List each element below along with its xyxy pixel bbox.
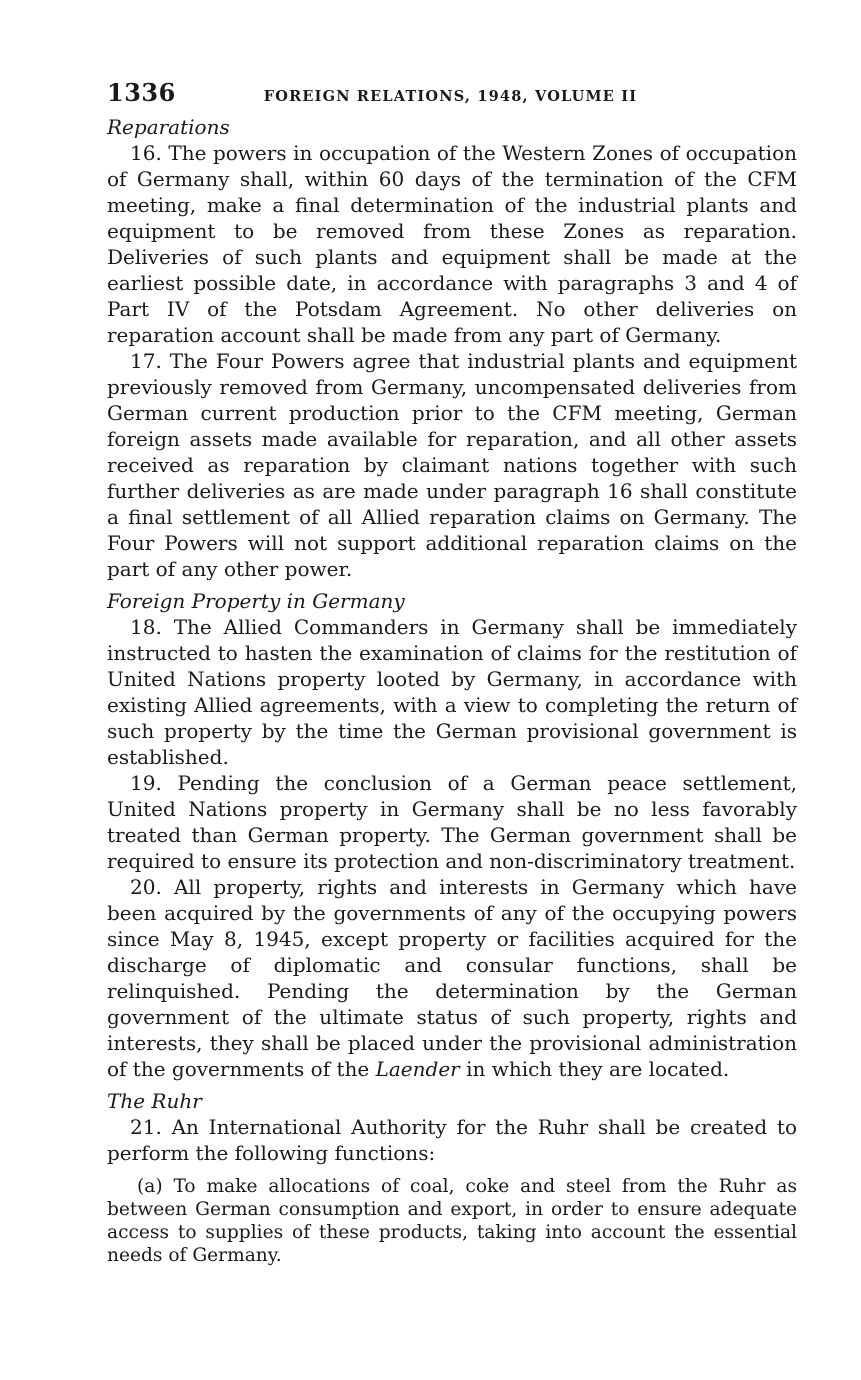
paragraph-19: 19. Pending the conclusion of a German peace settlement, United Nations property in Germany shall be no less favorably treated than German property. The German government shall be required to ensure its protection and non-discriminatory treatment.: [107, 771, 797, 873]
paragraph-17: 17. The Four Powers agree that industrial plants and equipment previously removed from Germany, uncompensated deliveries from German current production prior to the CFM meeting, German foreign assets made available for reparation, and all other assets received as reparation by claimant nations together with such further deliveries as are made under paragraph 16 shall constitute a final settlement of all Allied reparation claims on Germany. The Four Powers will not support additional reparation claims on the part of any other power.: [107, 349, 797, 581]
subitem-a: (a) To make allocations of coal, coke and steel from the Ruhr as between German consumption and export, in order to ensure adequate access to supplies of these products, taking into account the essential needs of Germany.: [107, 1176, 797, 1266]
paragraph-21: 21. An International Authority for the Ruhr shall be created to perform the following functions:: [107, 1115, 797, 1165]
page-number: 1336: [107, 78, 176, 107]
paragraph-20: [107, 874, 797, 1082]
section-heading: Foreign Property in Germany: [107, 589, 405, 613]
page-header: [107, 78, 797, 114]
laender-term: Laender: [375, 1057, 460, 1081]
paragraph-16: 16. The powers in occupation of the Western Zones of occupation of Germany shall, within 60 days of the termination of the CFM meeting, make a final determination of the industrial plants and equipment to be removed from these Zones as reparation. Deliveries of such plants and equipment shall be made at the earliest possible date, in accordance with paragraphs 3 and 4 of Part IV of the Potsdam Agreement. No other deliveries on reparation account shall be made from any part of Germany.: [107, 141, 797, 347]
section-heading: The Ruhr: [107, 1089, 202, 1113]
document-page: [107, 78, 797, 1267]
section-foreign-property: [107, 588, 797, 1082]
paragraph-20-tail: in which they are located.: [459, 1057, 730, 1081]
paragraph-18: 18. The Allied Commanders in Germany shall be immediately instructed to hasten the examination of claims for the restitution of United Nations property looted by Germany, in accordance with existing Allied agreements, with a view to completing the return of such property by the time the German provisional government is established.: [107, 615, 797, 769]
section-heading: Reparations: [107, 115, 230, 139]
section-reparations: [107, 114, 797, 582]
running-head: FOREIGN RELATIONS, 1948, VOLUME II: [263, 88, 638, 105]
section-ruhr: [107, 1088, 797, 1267]
paragraph-20-text: 20. All property, rights and interests in Germany which have been acquired by the governments of any of the occupying powers since May 8, 1945, except property or facilities acquired for the discharge of diplomatic and consular functions, shall be relinquished. Pending the determination by the German government of the ultimate status of such property, rights and interests, they shall be placed under the provisional administration of the governments of the: [107, 875, 797, 1081]
